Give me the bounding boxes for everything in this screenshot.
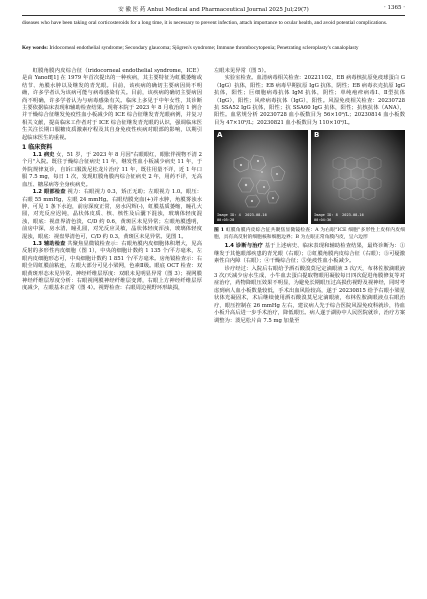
left-column (22, 68, 202, 293)
caption-text: 虹膜角膜内皮综合征共聚焦显微镜检查：A 为右眼"ICE 细胞"多形性上皮样内皮细胞，具有高反射的细胞核和细胞边界；B 为左眼正常角膜内皮，呈六边形 (214, 228, 405, 240)
lab-paragraph: 实验室检查。血清病毒相关检查：20221102，EB 病毒核抗原免疫球蛋白 G（IgG）抗体，阳性；EB 病毒早期抗原 IgG 抗体，阴性；EB 病毒衣壳抗原 IgG 抗体，阳性；巨细胞病毒抗体 IgM 抗体，阴性；单纯疱疹病毒Ⅰ、Ⅱ型抗体（IgG），阳性；风疹病毒抗体（IgG），阳性。风湿免疫相关检查：20230728 抗 SSA52 IgG 抗体，阳性；抗 SSA60 IgG 抗体，阳性；抗核抗体（ANA），阳性。血常规分析 20230728 血小板数目为 56×10⁹/L；20230814 血小板数目为 47×10⁹/L；20230821 血小板数目为 110×10⁹/L。 (214, 75, 405, 126)
panel-b-stamp: Image ID: 8 2023-08-16 00:04:36 (314, 213, 364, 222)
page-number: · 1365 · (384, 5, 405, 11)
panel-b-label: B (314, 131, 320, 140)
figure-panel-a (214, 130, 308, 224)
history-text: 女，51 岁，于 2023 年 8 月因"右眼眼红，眼胀伴视物不清 2 个月"入院。既往于燥综合征病史 11 年，继发性血小板减少病史 11 年，于外院规律复诊，自诉口服泼尼松龙片治疗 11 年，既往用量不详，近 1 年口服 7.5 mg，每日 1 次，发现虹膜角膜内综合征病史 2 年，用药不详，无高血压、糖尿病等全身疾病史。 (22, 152, 202, 188)
figure-panels (214, 130, 405, 224)
figure-1 (214, 130, 405, 241)
exam-paragraph (22, 189, 202, 241)
exam-text: 视力：右眼视力 0.3，矫正无助；左眼视力 1.0。眼压：右眼 55 mmHg，左眼 24 mmHg。右眼结膜充血(+)并水肿，角膜雾浊水肿，可见 1 条下水泡，前房深度正常，房水闪辉(-)，虹膜基质萎缩，瞳孔大圆，对光反应迟钝，晶状体皮质、核、核性及后囊下混浊，玻璃体轻度混浊，眼底：视盘界清色淡，C/D 约 0.6，黄斑区未见异常；左眼角膜透明，前房中深，房水清，瞳孔圆，对光反应灵敏，晶状体轻度浑浊，玻璃体轻度混浊，眼底：视盘界清色可，C/D 约 0.3，黄斑区未见异常。见图 1。 (22, 189, 202, 240)
aux-paragraph (22, 241, 202, 293)
exam-label: 1.2 眼部检查 (32, 189, 66, 196)
panel-a-stamp: Image ID: 4 2023-08-16 00:05:20 (217, 213, 267, 222)
figure-caption (214, 227, 405, 241)
abstract-tail: diseases who have been taking oral corticosteroids for a long time, it is necessary to prevent infection, attach importance to ocular health, and avoid potential complications. (22, 20, 388, 26)
running-header (22, 5, 405, 13)
panel-a-label: A (217, 131, 223, 140)
journal-title: 安 徽 医 药 Anhui Medical and Pharmaceutical Journal 2025 Jul;29(7) (118, 7, 309, 13)
confocal-image-b (311, 130, 405, 224)
keywords-text: Iridocorneal endothelial syndrome; Secondary glaucoma; Sjögren's syndrome; Immune thrombocytopenia; Penetrating scleroplasty's canaloplasty (49, 45, 359, 51)
right-column (214, 68, 405, 325)
history-paragraph (22, 152, 202, 189)
diagnosis-label: 1.4 诊断与治疗 (224, 243, 263, 250)
header-divider (22, 15, 405, 16)
keywords-label: Key words: (22, 45, 49, 51)
confocal-image-a (214, 130, 308, 224)
treatment-paragraph: 诊疗经过：入院后右眼给予酒石酸溴莫尼定滴眼液 3 次/天，布林佐胺滴眼液 3 次/天减少房水生成，小牛血去蛋白提取物眼用凝胶每日四次促进角膜修复等对症治疗，药物降眼压效果不明显，为避免长期眼压过高损伤视野及视神经，同时考虑到病人血小板数量较低，手术出血风险较高，遂于 20230815 给予右眼小梁星状体光凝固术，术后继续使用酒石酸溴莫尼定滴眼液，布林佐胺滴眼液点右眼治疗，眼压控制在 26 mmHg 左右，建议病人先于综合医院风湿免疫科就诊，待血小板升高后进一步手术治疗，降低眼压。病人遂于湖协中人民医院就诊，治疗方案调整为：泼尼松片由 7.5 mg 加量至 (214, 265, 405, 324)
keywords (22, 44, 405, 52)
figure-panel-b (311, 130, 405, 224)
aux-text: 共聚焦显微镜检查示：右眼角膜内皮细胞体积增大，见高反射的多形性内皮细胞（图 1），中央的细胞计数约 1 135 个/平方毫米，左眼内皮细胞形态可，中央细胞计数约 1 851 个/平方毫米。房角镜检查示：右眼全周虹膜前粘连，左眼大部分可见小梁网，色素Ⅱ级。眼底 OCT 检查：双眼黄斑形态未见异常，神经纤维层厚度：双眼未见明显异常（图 3）；视网膜神经纤维层厚度分析：右眼视网膜神经纤维层变薄，右眼上方神经纤维层厚度减少，左眼基本正常（图 4）。视野检查：右眼周边视野环形缺损， (22, 240, 202, 292)
intro-paragraph: 虹膜角膜内皮综合征（iridocorneal endothelial syndrome，ICE）是由 Yanoff[1] 在 1979 年首次提出的一种疾病，其主要特征为虹膜萎缩或结节、角膜水肿以及继发的青光眼。目前，该疾病的确切主要病因尚不明确，许多学者认为该病可能与病毒感染有关。目前，该疾病的确切主要病因尚不明确，许多学者认为与病毒感染有关。临床上多见于中年女性，其诊断主要依据临床表现和辅助检查结果。现将本院于 2023 年 8 月收治的 1 例合并干燥综合征继发免疫性血小板减少的 ICE 综合征继发青光眼病例，并复习相关文献，提高临床工作者对于 ICE 综合征继发青光眼的认识，强调临床医生关注长期口服糖皮质激素疗程及其自身免疫性疾病对眼部的影响，以期引起临床医生的重视。 (22, 68, 202, 141)
visual-field-continuation: 左眼未见异常（图 5）。 (214, 68, 270, 74)
section-title-clinical: 1 临床资料 (22, 143, 53, 151)
caption-label: 图 1 (214, 227, 225, 234)
aux-label: 1.3 辅助检查 (32, 240, 66, 247)
diagnosis-text: 基于上述病史、临床表现和辅助检查结果，最终诊断为：①继发于其他眼部疾患的青光眼（右眼）；②虹膜角膜内皮综合征（右眼）；③可疑激素性白内障（右眼）；④干燥综合征；⑤免疫性血小板减少。 (214, 243, 405, 265)
history-label: 1.1 病史 (32, 152, 55, 159)
diagnosis-paragraph (214, 243, 405, 265)
